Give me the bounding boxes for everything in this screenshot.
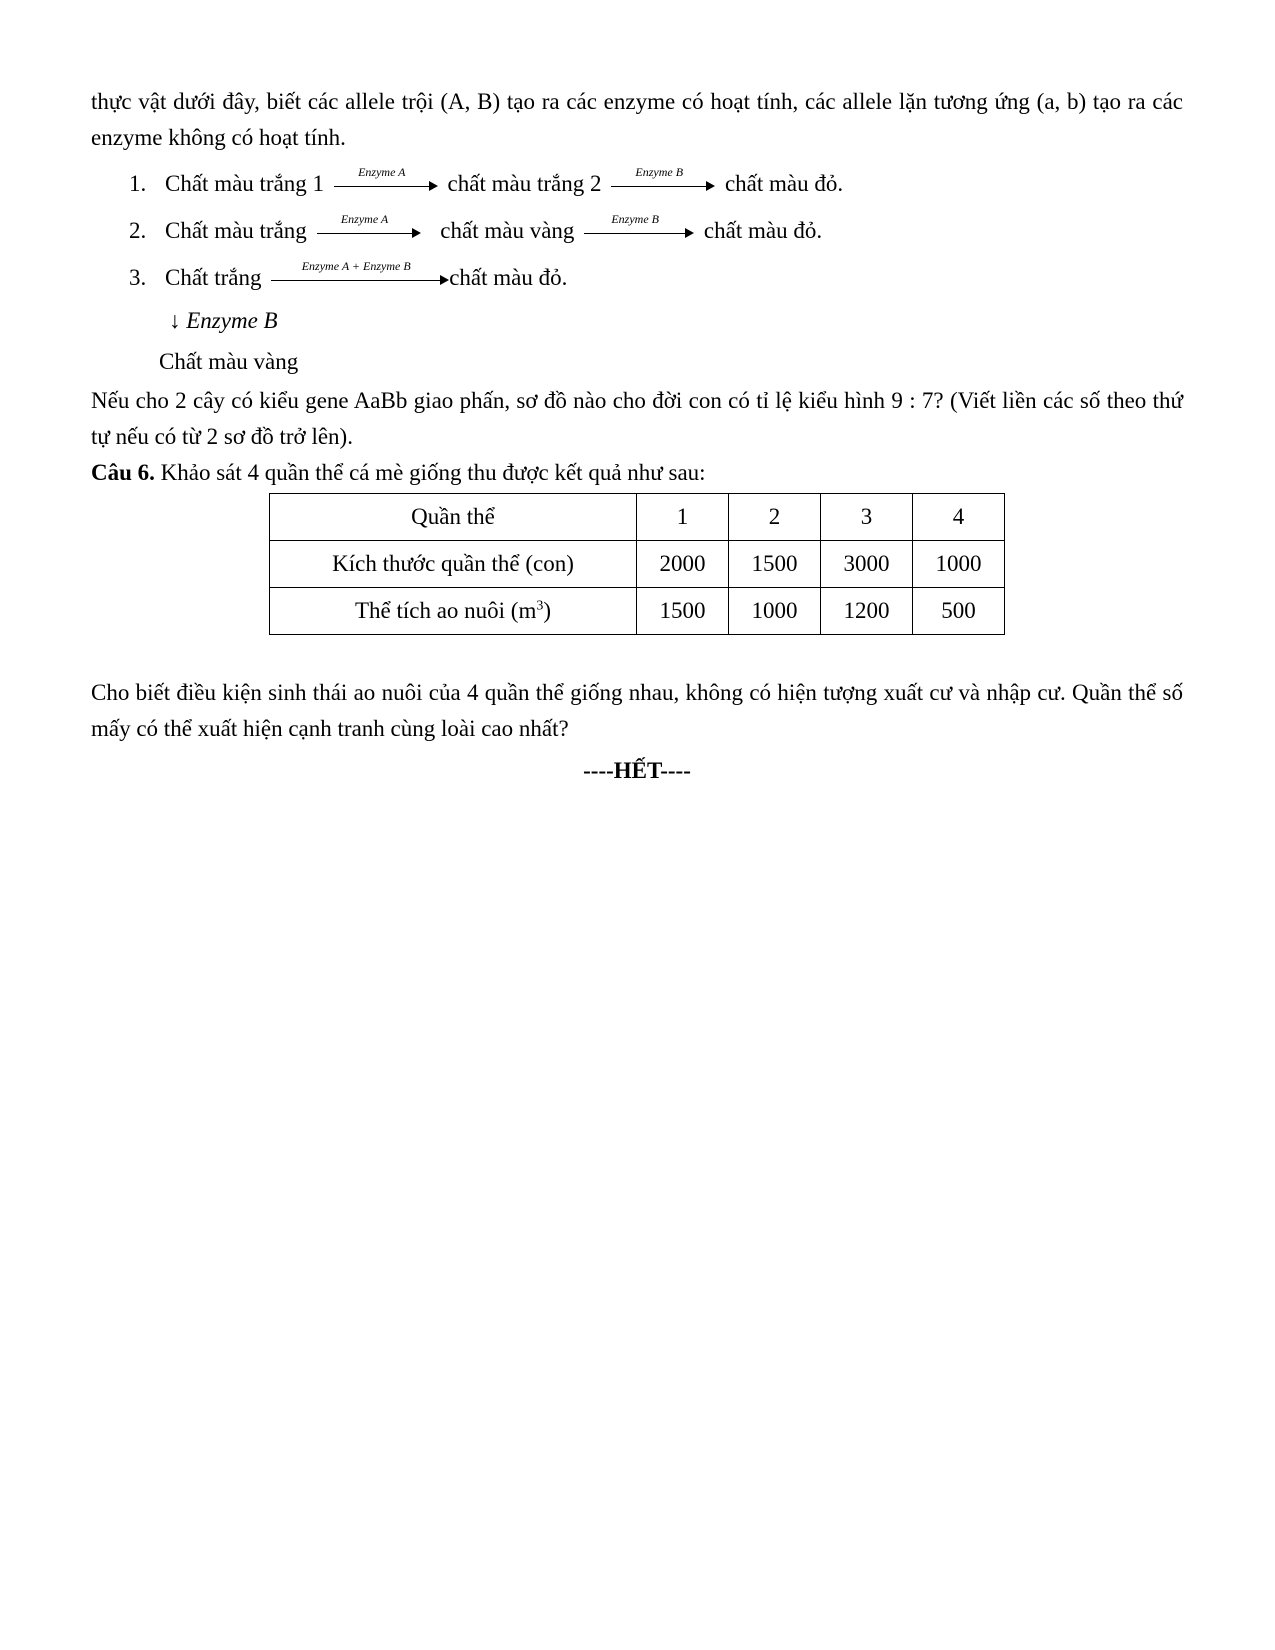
question-6-intro [91, 455, 1183, 491]
scheme-3 [91, 254, 1183, 301]
table-cell: 2000 [637, 541, 729, 588]
table-row-label: Thể tích ao nuôi $(m^3)$ [270, 588, 637, 635]
question-6-text: Khảo sát 4 quần thể cá mè giống thu được kết quả như sau: [160, 460, 706, 485]
reaction-arrow-icon [317, 211, 421, 243]
arrow-enzyme-label: Enzyme B [611, 211, 659, 226]
arrow-enzyme-label: Enzyme B [635, 164, 684, 179]
scheme-2 [91, 207, 1183, 254]
scheme-substrate: Chất màu trắng 1 [165, 171, 325, 196]
table-header-cell: 2 [729, 494, 821, 541]
scheme-1 [91, 160, 1183, 207]
scheme-product: chất màu đỏ. [449, 265, 568, 290]
table-cell: 1200 [821, 588, 913, 635]
question-5-prompt: Nếu cho 2 cây có kiểu gene AaBb giao phấn, sơ đồ nào cho đời con có tỉ lệ kiểu hình 9 : 7? (Viết liền các số theo thứ tự nếu có từ 2 sơ đồ trở lên). [91, 388, 1183, 449]
table-row [270, 541, 1005, 588]
question-6-followup: Cho biết điều kiện sinh thái ao nuôi của 4 quần thể giống nhau, không có hiện tượng xuất cư và nhập cư. Quần thể số mấy có thể xuất hiện cạnh tranh cùng loài cao nhất? [91, 680, 1183, 741]
table-cell: 1500 [729, 541, 821, 588]
scheme-product: chất màu đỏ. [724, 171, 844, 196]
question-6-label: Câu 6. [91, 460, 155, 485]
end-mark: ----HẾT---- [583, 758, 691, 783]
table-header-label: Quần thể [270, 494, 637, 541]
table-row-label: Kích thước quần thể (con) [270, 541, 637, 588]
scheme-3-branch: ↓ Enzyme B [169, 308, 278, 333]
table-cell: 1000 [913, 541, 1005, 588]
scheme-number: 3. [129, 265, 147, 290]
intro-paragraph: thực vật dưới đây, biết các allele trội (A, B) tạo ra các enzyme có hoạt tính, các allele lặn tương ứng (a, b) tạo ra các enzyme không có hoạt tính. [91, 89, 1183, 150]
scheme-product: chất màu đỏ. [703, 218, 823, 243]
table-header-cell: 3 [821, 494, 913, 541]
scheme-number: 2. [129, 218, 147, 243]
population-table [269, 493, 1005, 635]
scheme-number: 1. [129, 171, 147, 196]
reaction-arrow-icon [611, 164, 715, 196]
scheme-substrate: Chất trắng [165, 265, 262, 290]
reaction-arrow-icon [271, 258, 449, 290]
table-cell: 1000 [729, 588, 821, 635]
table-header-cell: 1 [637, 494, 729, 541]
document-page [91, 84, 1183, 791]
scheme-intermediate: chất màu vàng [440, 218, 575, 243]
table-row [270, 588, 1005, 635]
scheme-substrate: Chất màu trắng [165, 218, 307, 243]
scheme-intermediate: chất màu trắng 2 [447, 171, 602, 196]
arrow-enzyme-label: Enzyme A [358, 164, 406, 179]
table-header-row [270, 494, 1005, 541]
table-cell: 3000 [821, 541, 913, 588]
table-cell: 500 [913, 588, 1005, 635]
arrow-enzyme-label: Enzyme A + Enzyme B [301, 258, 411, 273]
reaction-arrow-icon [334, 164, 438, 196]
scheme-3-branch-product: Chất màu vàng [159, 349, 299, 374]
arrow-enzyme-label: Enzyme A [340, 211, 389, 226]
table-cell: 1500 [637, 588, 729, 635]
reaction-arrow-icon [584, 211, 694, 243]
table-header-cell: 4 [913, 494, 1005, 541]
